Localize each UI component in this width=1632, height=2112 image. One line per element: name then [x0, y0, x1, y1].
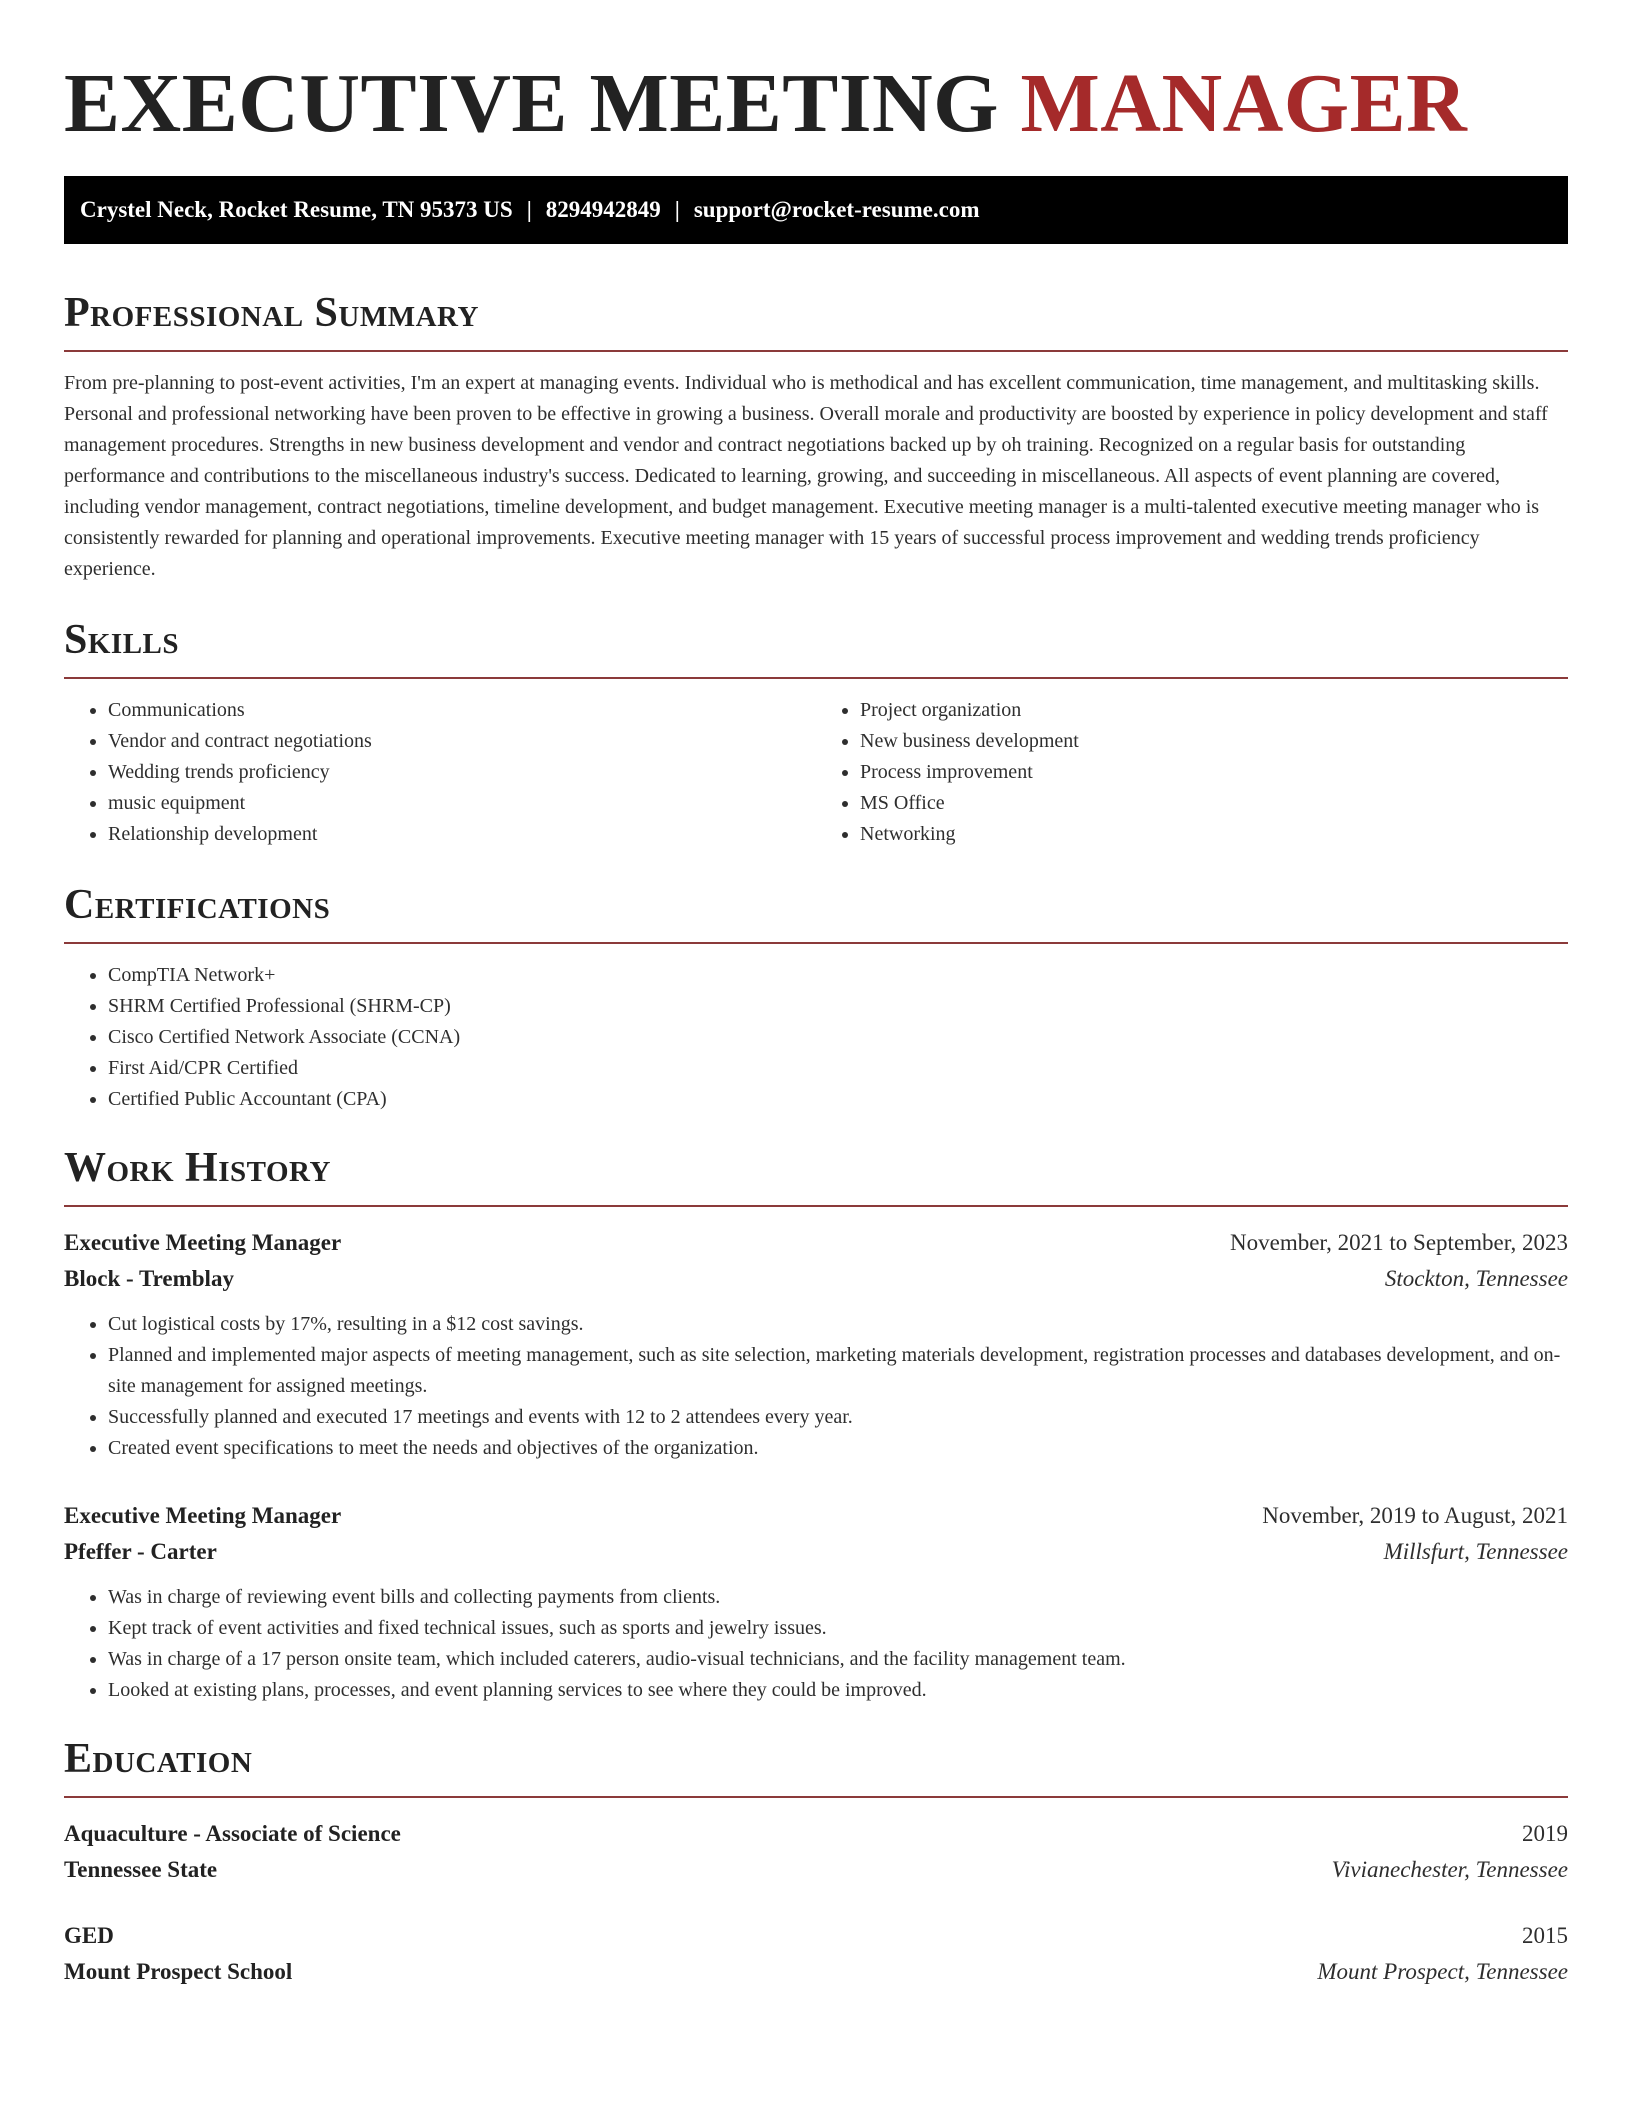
- education-entry: [64, 1816, 1568, 1888]
- skill-item: • Vendor and contract negotiations: [108, 726, 816, 757]
- job-bullet: • Kept track of event activities and fixed technical issues, such as sports and jewelry issues.: [108, 1613, 1568, 1644]
- skills-section: [64, 615, 1568, 850]
- job-bullets: [64, 1582, 1568, 1706]
- certification-item: • CompTIA Network+: [108, 960, 1568, 991]
- job-bullet: • Was in charge of reviewing event bills and collecting payments from clients.: [108, 1582, 1568, 1613]
- certifications-section: [64, 880, 1568, 1115]
- education-location: Vivianechester, Tennessee: [1331, 1857, 1568, 1882]
- contact-address: Crystel Neck, Rocket Resume, TN 95373 US: [80, 197, 513, 222]
- job-bullet: • Planned and implemented major aspects of meeting management, such as site selection, marketing materials development, registration processes and databases development, and on-site management for assigned meetings.: [108, 1340, 1568, 1402]
- job-entry: [64, 1225, 1568, 1464]
- job-dates: November, 2021 to September, 2023: [1230, 1230, 1568, 1255]
- education-location: Mount Prospect, Tennessee: [1317, 1959, 1568, 1984]
- job-bullet: • Looked at existing plans, processes, and event planning services to see where they could be improved.: [108, 1675, 1568, 1706]
- skills-list-left: [64, 695, 816, 850]
- job-dates: November, 2019 to August, 2021: [1262, 1503, 1568, 1528]
- skill-item: • Networking: [860, 819, 1568, 850]
- skill-item: • music equipment: [108, 788, 816, 819]
- contact-bar: [64, 176, 1568, 244]
- education-year: 2015: [1522, 1923, 1568, 1948]
- education-section: [64, 1734, 1568, 1990]
- section-heading: Education: [64, 1734, 1568, 1798]
- skills-columns: [64, 695, 1568, 850]
- title-main: EXECUTIVE MEETING: [64, 57, 1000, 150]
- skill-item: • New business development: [860, 726, 1568, 757]
- education-school-row: [64, 1954, 1568, 1990]
- job-header-row: [64, 1225, 1568, 1261]
- title-accent: MANAGER: [1020, 57, 1468, 150]
- job-location: Stockton, Tennessee: [1384, 1266, 1568, 1291]
- education-degree-row: [64, 1918, 1568, 1954]
- contact-separator: |: [526, 197, 532, 222]
- skill-item: • Project organization: [860, 695, 1568, 726]
- skill-item: • Relationship development: [108, 819, 816, 850]
- education-degree: Aquaculture - Associate of Science: [64, 1821, 401, 1846]
- job-bullet: • Cut logistical costs by 17%, resulting in a $12 cost savings.: [108, 1309, 1568, 1340]
- job-bullets: [64, 1309, 1568, 1464]
- certifications-list: [64, 960, 1568, 1115]
- education-school-row: [64, 1852, 1568, 1888]
- education-year: 2019: [1522, 1821, 1568, 1846]
- education-entry: [64, 1918, 1568, 1990]
- skill-item: • MS Office: [860, 788, 1568, 819]
- section-heading: Work History: [64, 1143, 1568, 1207]
- contact-phone: 8294942849: [545, 197, 661, 222]
- certification-item: • SHRM Certified Professional (SHRM-CP): [108, 991, 1568, 1022]
- education-school: Tennessee State: [64, 1857, 218, 1882]
- contact-email: support@rocket-resume.com: [693, 197, 980, 222]
- skill-item: • Wedding trends proficiency: [108, 757, 816, 788]
- certification-item: • Cisco Certified Network Associate (CCNA): [108, 1022, 1568, 1053]
- education-degree-row: [64, 1816, 1568, 1852]
- work-history-section: [64, 1143, 1568, 1706]
- resume-title: [64, 54, 1568, 154]
- job-header-row: [64, 1498, 1568, 1534]
- skill-item: • Communications: [108, 695, 816, 726]
- education-school: Mount Prospect School: [64, 1959, 293, 1984]
- section-heading: Skills: [64, 615, 1568, 679]
- skill-item: • Process improvement: [860, 757, 1568, 788]
- summary-text: From pre-planning to post-event activities, I'm an expert at managing events. Individual who is methodical and has excellent communication, time management, and multitasking skills. Personal and professional networking have been proven to be effective in growing a business. Overall morale and productivity are boosted by experience in policy development and staff management procedures. Strengths in new business development and vendor and contract negotiations backed up by oh training. Recognized on a regular basis for outstanding performance and contributions to the miscellaneous industry's success. Dedicated to learning, growing, and succeeding in miscellaneous. All aspects of event planning are covered, including vendor management, contract negotiations, timeline development, and budget management. Executive meeting manager is a multi-talented executive meeting manager who is consistently rewarded for planning and operational improvements. Executive meeting manager with 15 years of successful process improvement and wedding trends proficiency experience.: [64, 372, 1548, 580]
- job-company-row: [64, 1261, 1568, 1297]
- job-title: Executive Meeting Manager: [64, 1503, 342, 1528]
- section-heading: Certifications: [64, 880, 1568, 944]
- job-title: Executive Meeting Manager: [64, 1230, 342, 1255]
- professional-summary-section: [64, 288, 1568, 585]
- section-heading: Professional Summary: [64, 288, 1568, 352]
- certification-item: • First Aid/CPR Certified: [108, 1053, 1568, 1084]
- education-degree: GED: [64, 1923, 114, 1948]
- skills-list-right: [816, 695, 1568, 850]
- job-company: Pfeffer - Carter: [64, 1539, 217, 1564]
- job-bullet: • Was in charge of a 17 person onsite team, which included caterers, audio-visual technicians, and the facility management team.: [108, 1644, 1568, 1675]
- job-bullet: • Successfully planned and executed 17 meetings and events with 12 to 2 attendees every year.: [108, 1402, 1568, 1433]
- contact-separator: |: [674, 197, 680, 222]
- job-location: Millsfurt, Tennessee: [1383, 1539, 1568, 1564]
- job-bullet: • Created event specifications to meet the needs and objectives of the organization.: [108, 1433, 1568, 1464]
- job-company: Block - Tremblay: [64, 1266, 234, 1291]
- certification-item: • Certified Public Accountant (CPA): [108, 1084, 1568, 1115]
- job-entry: [64, 1498, 1568, 1706]
- job-company-row: [64, 1534, 1568, 1570]
